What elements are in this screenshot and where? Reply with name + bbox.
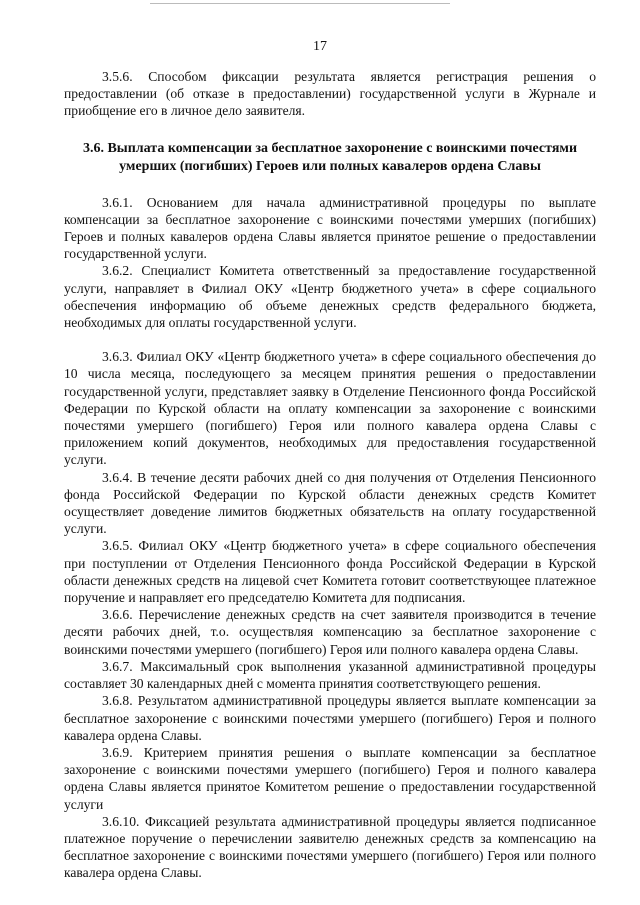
- paragraph-3-6-10: 3.6.10. Фиксацией результата административной процедуры является подписанное платежное поручение о перечислении заявителю денежных средств за компенсацию на бесплатное захоронение с воинскими почестями умершего (погибшего) Героя или полного кавалера ордена Славы.: [64, 813, 596, 881]
- page-number: 17: [313, 39, 327, 54]
- paragraph-3-6-5: 3.6.5. Филиал ОКУ «Центр бюджетного учета» в сфере социального обеспечения при поступлении от Отделения Пенсионного фонда Российской Федерации в Курской области денежных средств на лицевой счет Комитета готовит соответствующее платежное поручение и направляет его председателю Комитета для подписания.: [64, 538, 596, 606]
- paragraph-3-6-8: 3.6.8. Результатом административной процедуры является выплате компенсации за бесплатное захоронение с воинскими почестями умершего (погибшего) Героя и полного кавалера ордена Славы.: [64, 693, 596, 743]
- spacer: [64, 331, 596, 348]
- document-body: [64, 68, 596, 882]
- paragraph-3-6-6: 3.6.6. Перечисление денежных средств на счет заявителя производится в течение десяти рабочих дней, т.о. осуществляя компенсацию за бесплатное захоронение с воинскими почестями умершего (погибшего) Героя или полного кавалера ордена Славы.: [64, 607, 596, 657]
- paragraph-3-6-1: 3.6.1. Основанием для начала административной процедуры по выплате компенсации за бесплатное захоронение с воинскими почестями умерших (погибших) Героев и полных кавалеров ордена Славы является принятое решение о предоставлении государственной услуги.: [64, 194, 596, 262]
- paragraph-3-5-6: 3.5.6. Способом фиксации результата является регистрация решения о предоставлении (об отказе в предоставлении) государственной услуги в Журнале и приобщение его в личное дело заявителя.: [64, 69, 596, 119]
- paragraph-3-6-2: 3.6.2. Специалист Комитета ответственный за предоставление государственной услуги, направляет в Филиал ОКУ «Центр бюджетного учета» в сфере социального обеспечения информацию об объеме денежных средств федерального бюджета, необходимых для оплаты государственной услуги.: [64, 263, 596, 331]
- paragraph-3-6-4: 3.6.4. В течение десяти рабочих дней со дня получения от Отделения Пенсионного фонда Российской Федерации по Курской области денежных средств Комитет осуществляет доведение лимитов бюджетных обязательств на оплату государственной услуги.: [64, 469, 596, 537]
- paragraph-3-6-9: 3.6.9. Критерием принятия решения о выплате компенсации за бесплатное захоронение с воинскими почестями умершего (погибшего) Героя и полного кавалера ордена Славы является принятое Комитетом решение о предоставлении государственной услуги: [64, 744, 596, 812]
- section-heading-3-6: 3.6. Выплата компенсации за бесплатное захоронение с воинскими почестями умерших (погибших) Героев или полных кавалеров ордена Славы: [82, 140, 578, 174]
- top-rule: [150, 3, 450, 4]
- paragraph-3-6-7: 3.6.7. Максимальный срок выполнения указанной административной процедуры составляет 30 календарных дней с момента принятия соответствующего решения.: [64, 658, 596, 692]
- paragraph-3-6-3: 3.6.3. Филиал ОКУ «Центр бюджетного учета» в сфере социального обеспечения до 10 числа месяца, последующего за месяцем принятия решения о предоставлении государственной услуги, представляет заявку в Отделение Пенсионного фонда Российской Федерации по Курской области на оплату компенсации за захоронение с воинскими почестями умершего (погибшего) Героя или полного кавалера ордена Славы с приложением копий документов, необходимых для предоставления государственной услуги.: [64, 349, 596, 468]
